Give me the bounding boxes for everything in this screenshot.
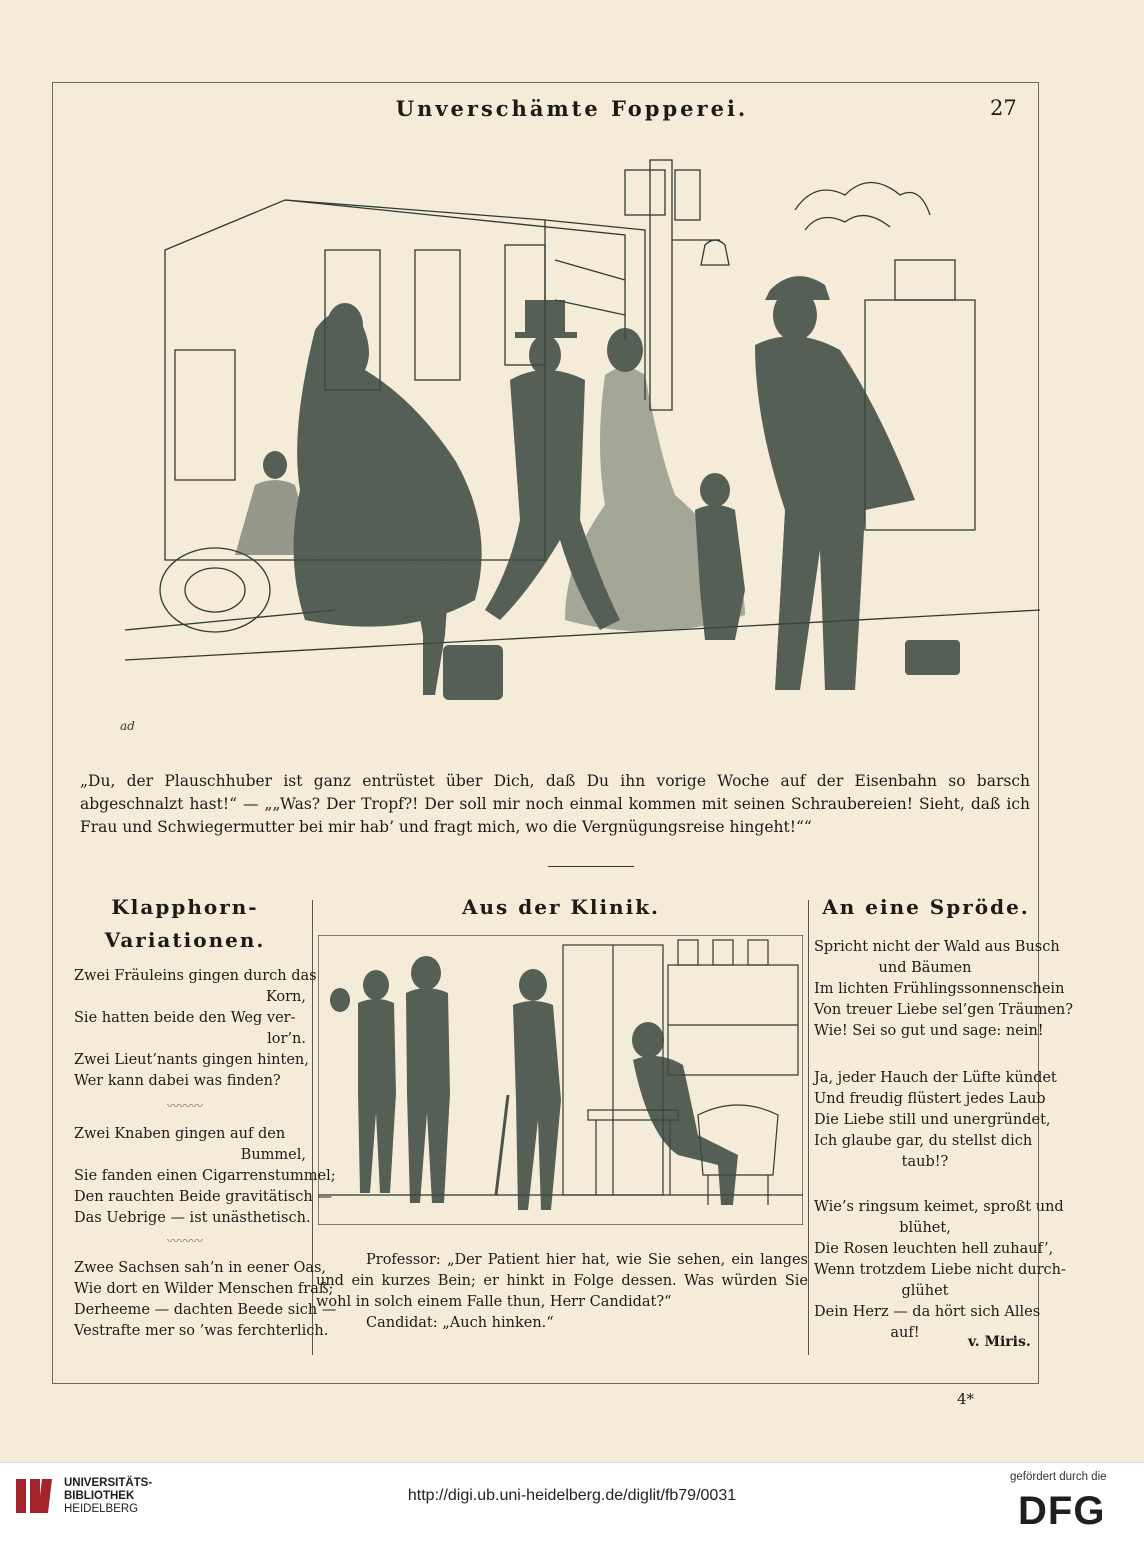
sheet-mark: 4* [957,1390,975,1408]
verse-line: Dein Herz — da hört sich Alles [814,1304,1041,1320]
logo-line: HEIDELBERG [64,1503,139,1515]
sproede-heading: An eine Spröde. [822,895,1030,919]
column-divider-right [808,900,809,1355]
svg-text:ad: ad [120,719,135,733]
verse-line: Ich glaube gar, du stellst dich [814,1133,1033,1149]
verse-line: Korn, [265,989,306,1005]
verse-line: blühet, [899,1220,951,1236]
verse-line: Wer kann dabei was finden? [74,1073,281,1089]
klapphorn-heading-1: Klapphorn- [111,895,259,919]
klinik-heading: Aus der Klinik. [461,895,661,919]
sproede-stanza-3 [814,1197,1066,1344]
dfg-logo[interactable]: DFG [1018,1489,1106,1533]
verse-line: Wie’s ringsum keimet, sproßt und [814,1199,1064,1215]
verse-line: glühet [901,1283,949,1299]
klinik-dialogue [316,1250,808,1334]
permalink-url[interactable]: http://digi.ub.uni-heidelberg.de/diglit/fb79/0031 [407,1487,737,1504]
verse-line: Zwei Fräuleins gingen durch das [74,968,317,984]
ornament-divider: 〰〰〰 [166,1099,203,1113]
verse-line: und Bäumen [878,960,972,976]
verse-line: Wenn trotzdem Liebe nicht durch- [814,1262,1066,1278]
verse-line: Sie hatten beide den Weg ver- [74,1010,296,1026]
footer-bar [0,1462,1144,1545]
illustration-caption [80,770,1030,839]
verse-line: Und freudig flüstert jedes Laub [814,1091,1046,1107]
professor-line: Professor: „Der Patient hier hat, wie Sie sehen, ein langes und ein kurzes Bein; er hinkt in Folge dessen. Was würden Sie wohl in solch einem Falle thun, Herr Candidat?“ [316,1252,808,1310]
verse-line: Derheeme — dachten Beede sich — [74,1302,337,1318]
verse-line: auf! [890,1325,920,1341]
verse-line: Spricht nicht der Wald aus Busch [814,939,1060,955]
page-number: 27 [990,96,1017,120]
verse-line: lor’n. [267,1031,306,1047]
ornament-divider: 〰〰〰 [166,1234,203,1248]
klapphorn-stanza-1 [74,966,317,1092]
klapphorn-stanza-3 [74,1258,337,1342]
verse-line: Sie fanden einen Cigarrenstummel; [74,1168,336,1184]
divider-rule [548,866,634,867]
verse-line: Die Liebe still und unergründet, [814,1112,1051,1128]
logo-line: BIBLIOTHEK [64,1490,135,1502]
caption-text: „Du, der Plauschhuber ist ganz entrüstet über Dich, daß Du ihn vorige Woche auf der Eisenbahn so barsch abgeschnalzt hast!“ — „„Was? Der Tropf?! Der soll mir noch einmal kommen mit seinen Schraubereien! Sieht, daß ich Frau und Schwiegermutter bei mir hab’ und fragt mich, wo die Vergnügungsreise hingeht!““ [80,772,1030,836]
verse-line: Von treuer Liebe sel’gen Träumen? [814,1002,1074,1018]
page-title: Unverschämte Fopperei. [395,96,749,121]
verse-line: Zwei Lieut’nants gingen hinten, [74,1052,309,1068]
railway-platform-illustration [105,140,1040,760]
verse-line: Wie dort en Wilder Menschen fraß; [74,1281,334,1297]
candidate-line: Candidat: „Auch hinken.“ [366,1315,554,1331]
verse-line: Den rauchten Beide gravitätisch — [74,1189,332,1205]
verse-line: taub!? [901,1154,949,1170]
klapphorn-stanza-2 [74,1124,336,1229]
verse-line: Das Uebrige — ist unästhetisch. [74,1210,311,1226]
klapphorn-heading-2: Variationen. [104,928,266,952]
verse-line: Vestrafte mer so ’was ferchterlich. [74,1323,329,1339]
sproede-stanza-2 [814,1068,1057,1173]
verse-line: Die Rosen leuchten hell zuhauf’, [814,1241,1054,1257]
author-signature: v. Miris. [968,1334,1031,1350]
logo-line: UNIVERSITÄTS- [64,1477,153,1489]
verse-line: Ja, jeder Hauch der Lüfte kündet [814,1070,1057,1086]
sproede-stanza-1 [814,937,1074,1042]
verse-line: Bummel, [240,1147,306,1163]
verse-line: Im lichten Frühlingssonnenschein [814,981,1065,997]
verse-line: Zwei Knaben gingen auf den [74,1126,286,1142]
clinic-illustration [318,935,803,1225]
verse-line: Wie! Sei so gut und sage: nein! [814,1023,1044,1039]
verse-line: Zwee Sachsen sah’n in eener Oas, [74,1260,327,1276]
funding-note: gefördert durch die [1010,1471,1107,1483]
